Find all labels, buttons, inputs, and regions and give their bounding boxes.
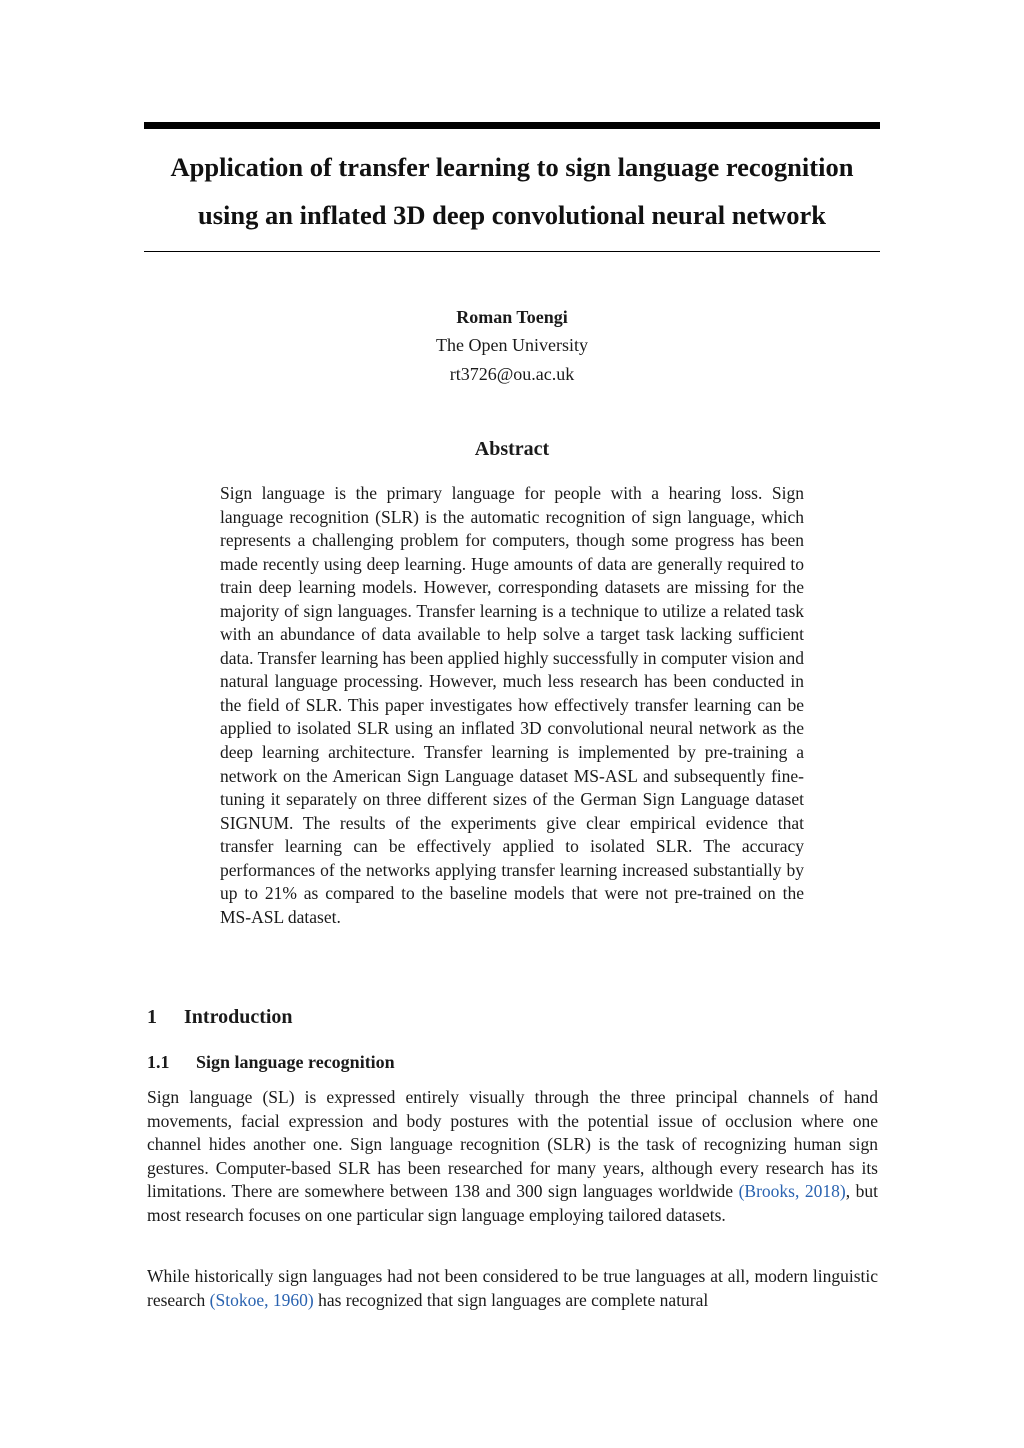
paper-title-line-1: Application of transfer learning to sign language recognition — [170, 152, 854, 182]
paragraph-text: , but most research focuses on one particular sign language employing tailored datasets. — [147, 1181, 878, 1225]
subsection-title: Sign language recognition — [196, 1052, 395, 1072]
paragraph-text: While historically sign languages had not been considered to be true languages at all, modern linguistic research — [147, 1266, 878, 1310]
author-email: rt3726@ou.ac.uk — [449, 364, 575, 384]
section-title: Introduction — [184, 1006, 293, 1028]
intro-paragraph-1 — [147, 1086, 878, 1227]
intro-paragraph-2 — [147, 1265, 878, 1312]
title-top-rule — [144, 122, 880, 129]
citation-link-stokoe[interactable]: (Stokoe, 1960) — [209, 1289, 314, 1310]
author-affiliation: The Open University — [436, 335, 588, 355]
subsection-heading-slr — [147, 1050, 395, 1074]
paragraph-text: has recognized that sign languages are complete natural — [313, 1289, 709, 1310]
title-bottom-rule — [144, 251, 880, 252]
section-number: 1 — [147, 1006, 157, 1028]
citation-link-brooks[interactable]: (Brooks, 2018) — [738, 1181, 846, 1202]
paper-title-line-2: using an inflated 3D deep convolutional neural network — [198, 200, 826, 230]
abstract-text: Sign language is the primary language for people with a hearing loss. Sign language recognition (SLR) is the automatic recognition of sign language, which represents a challenging problem for computers, though some progress has been made recently using deep learning. Huge amounts of data are generally required to train deep learning models. However, corresponding datasets are missing for the majority of sign languages. Transfer learning is a technique to utilize a related task with an abundance of data available to help solve a target task lacking sufficient data. Transfer learning has been applied highly successfully in computer vision and natural language processing. However, much less research has been conducted in the field of SLR. This paper investigates how effectively transfer learning can be applied to isolated SLR using an inflated 3D convolutional neural network as the deep learning architecture. Transfer learning is implemented by pre-training a network on the American Sign Language dataset MS-ASL and subsequently fine-tuning it separately on three different sizes of the German Sign Language dataset SIGNUM. The results of the experiments give clear empirical evidence that transfer learning can be effectively applied to isolated SLR. The accuracy performances of the networks applying transfer learning increased substantially by up to 21% as compared to the baseline models that were not pre-trained on the MS-ASL dataset. — [220, 483, 804, 927]
section-heading-introduction — [147, 1004, 293, 1030]
author-name: Roman Toengi — [456, 307, 568, 327]
paragraph-text: Sign language (SL) is expressed entirely visually through the three principal channels of hand movements, facial expression and body postures with the potential issue of occlusion where one channel hides another one. Sign language recognition (SLR) is the task of recognizing human sign gestures. Computer-based SLR has been researched for many years, although every research has its limitations. There are somewhere between 138 and 300 sign languages worldwide — [147, 1087, 878, 1202]
abstract-heading: Abstract — [474, 438, 550, 460]
subsection-number: 1.1 — [147, 1052, 170, 1072]
